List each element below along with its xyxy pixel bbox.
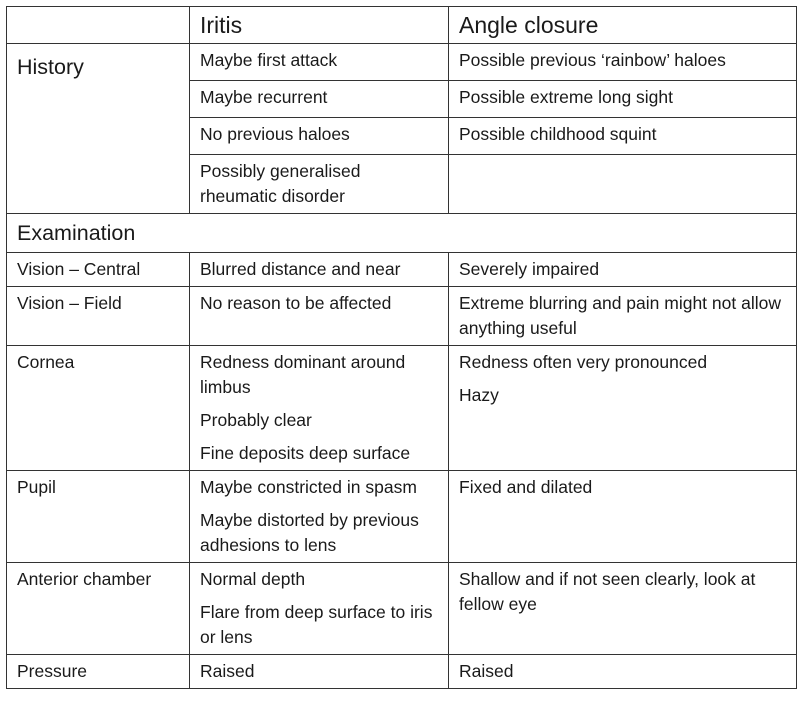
exam-iritis-line: No reason to be affected <box>200 293 392 313</box>
exam-angle-cell <box>449 563 797 655</box>
exam-row-label: Pressure <box>7 655 190 689</box>
exam-iritis-cell <box>190 655 449 689</box>
exam-angle-line: Fixed and dilated <box>459 477 593 497</box>
comparison-table <box>6 6 797 689</box>
exam-iritis-cell <box>190 563 449 655</box>
exam-row <box>7 655 797 689</box>
exam-iritis-line: Raised <box>200 661 255 681</box>
exam-row <box>7 563 797 655</box>
exam-iritis-cell <box>190 471 449 563</box>
exam-angle-cell <box>449 471 797 563</box>
history-iritis-cell: Possibly generalised rheumatic disorder <box>190 155 449 214</box>
header-row <box>7 7 797 44</box>
exam-angle-line: Raised <box>459 661 514 681</box>
exam-iritis-line: Maybe distorted by previous adhesions to lens <box>200 510 419 555</box>
exam-iritis-line: Blurred distance and near <box>200 259 401 279</box>
history-iritis-cell: Maybe first attack <box>190 44 449 81</box>
exam-iritis-line: Redness dominant around limbus <box>200 352 406 397</box>
exam-iritis-line: Maybe constricted in spasm <box>200 477 417 497</box>
history-iritis-cell: Maybe recurrent <box>190 81 449 118</box>
exam-row-label: Cornea <box>7 346 190 471</box>
history-section-label: History <box>7 44 190 214</box>
exam-angle-line: Redness often very pronounced <box>459 352 708 372</box>
header-blank-cell <box>7 7 190 44</box>
history-iritis-cell: No previous haloes <box>190 118 449 155</box>
header-angle-closure: Angle closure <box>449 7 797 44</box>
exam-iritis-cell <box>190 346 449 471</box>
history-angle-cell: Possible childhood squint <box>449 118 797 155</box>
exam-iritis-line: Normal depth <box>200 569 306 589</box>
history-angle-cell: Possible previous ‘rainbow’ haloes <box>449 44 797 81</box>
exam-row <box>7 287 797 346</box>
exam-iritis-line: Probably clear <box>200 410 312 430</box>
exam-row-label: Vision – Field <box>7 287 190 346</box>
exam-angle-cell <box>449 287 797 346</box>
exam-row <box>7 253 797 287</box>
exam-angle-line: Extreme blurring and pain might not allow anything useful <box>459 293 781 338</box>
history-angle-cell: Possible extreme long sight <box>449 81 797 118</box>
examination-section-label: Examination <box>7 214 797 253</box>
exam-angle-cell <box>449 655 797 689</box>
exam-angle-line: Hazy <box>459 385 499 405</box>
exam-iritis-cell <box>190 287 449 346</box>
exam-angle-cell <box>449 346 797 471</box>
exam-iritis-line: Fine deposits deep surface <box>200 443 411 463</box>
header-iritis: Iritis <box>190 7 449 44</box>
exam-angle-cell <box>449 253 797 287</box>
history-row <box>7 44 797 81</box>
exam-angle-line: Severely impaired <box>459 259 600 279</box>
exam-row-label: Pupil <box>7 471 190 563</box>
exam-row-label: Vision – Central <box>7 253 190 287</box>
history-angle-cell <box>449 155 797 214</box>
exam-angle-line: Shallow and if not seen clearly, look at fellow eye <box>459 569 756 614</box>
exam-row <box>7 471 797 563</box>
examination-header-row <box>7 214 797 253</box>
exam-iritis-line: Flare from deep surface to iris or lens <box>200 602 433 647</box>
exam-row <box>7 346 797 471</box>
exam-iritis-cell <box>190 253 449 287</box>
exam-row-label: Anterior chamber <box>7 563 190 655</box>
